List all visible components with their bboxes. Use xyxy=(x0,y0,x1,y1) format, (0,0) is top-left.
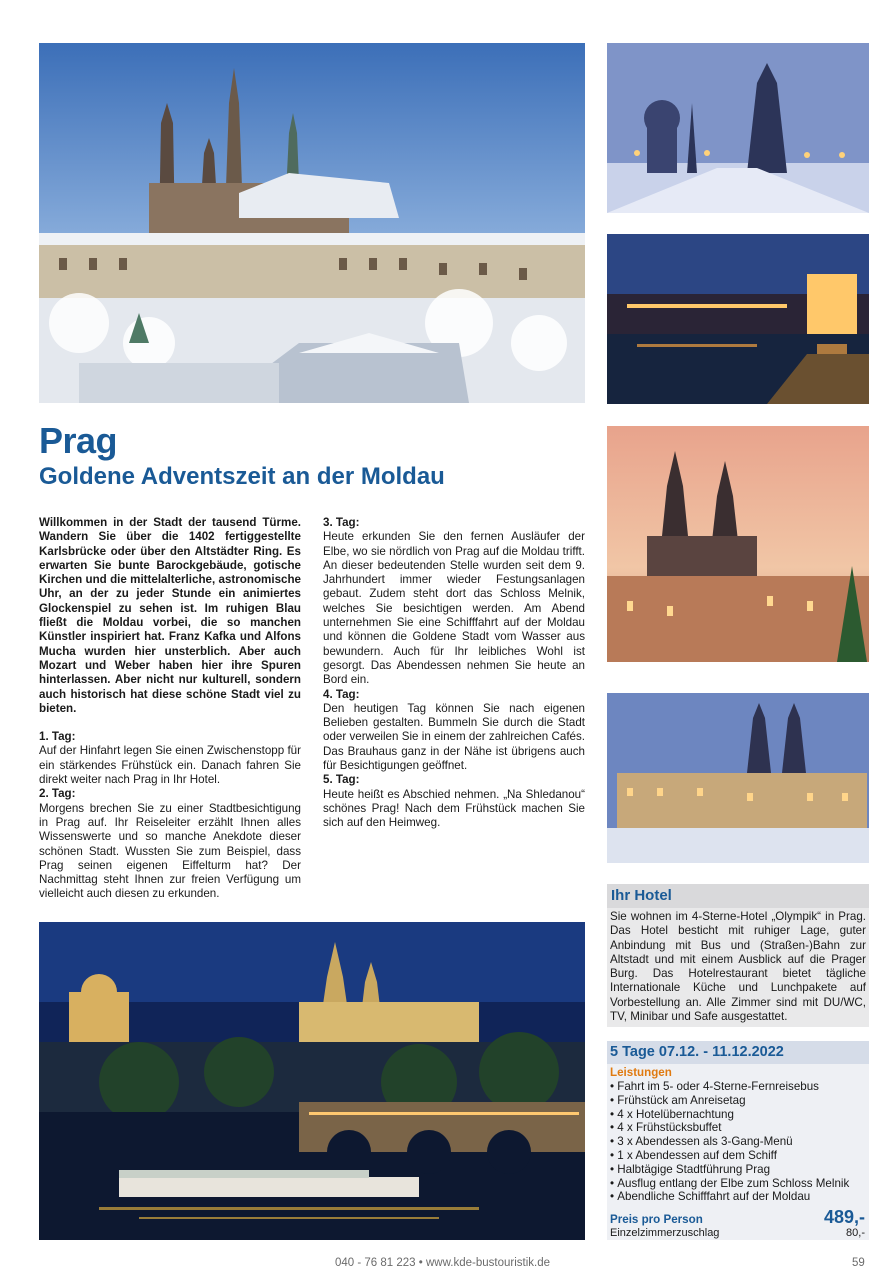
hotel-header xyxy=(607,884,869,908)
page-title: Prag xyxy=(39,420,118,461)
day-5-text: Heute heißt es Abschied nehmen. „Na Shledanou“ schönes Prag! Nach dem Frühstück machen Sie sich auf den Heimweg. xyxy=(323,787,585,830)
day-3-heading: 3. Tag: xyxy=(323,516,360,529)
footer-contact: 040 - 76 81 223 • www.kde-bustouristik.de xyxy=(335,1257,550,1269)
charles-bridge-snow-photo xyxy=(607,43,869,213)
day-5-heading: 5. Tag: xyxy=(323,773,360,787)
leistungen-list xyxy=(610,1080,866,1204)
old-town-square-photo xyxy=(607,693,869,863)
vltava-night-photo xyxy=(607,234,869,404)
day-3-text: Heute erkunden Sie den fernen Ausläufer der Elbe, wo sie nördlich von Prag auf die Moldau trifft. An dieser bedeutenden Stelle wurden seit dem 9. Jahrhundert immer wieder Festungsanlagen gebaut. Zudem steht dort das Schloss Melnik, welches Sie besichtigen werden. Am Abend unternehmen Sie eine Schifffahrt auf der Moldau und können die Goldene Stadt vom Wasser aus bewundern. Auch für Ihr leibliches Wohl ist gesorgt. Das Abendessen nehmen Sie heute an Bord ein. xyxy=(323,530,585,687)
price-value: 489,- xyxy=(823,1207,865,1227)
leistung-item: • Frühstück am Anreisetag xyxy=(610,1094,866,1108)
day-1-text: Auf der Hinfahrt legen Sie einen Zwischenstopp für ein stärkendes Frühstück ein. Danach fahren Sie direkt weiter nach Prag in Ihr Hotel. xyxy=(39,744,301,787)
day-2-text: Morgens brechen Sie zu einer Stadtbesichtigung in Prag auf. Ihr Reiseleiter erzählt Ihnen alles Wissenswerte und so manche Anekdote dieser schönen Stadt. Wussten Sie zum Beispiel, dass Prag seinen eigenen Eiffelturm hat? Der Nachmittag steht Ihnen zur freien Verfügung um vielleicht auch diesen zu erkunden. xyxy=(39,801,301,901)
leistungen-label: Leistungen xyxy=(610,1066,672,1079)
tyn-church-sunset-photo xyxy=(607,426,869,662)
day-4-text: Den heutigen Tag können Sie nach eigenen Belieben gestalten. Bummeln Sie durch die Stadt oder verweilen Sie in einem der zahlreichen Cafés. Das Brauhaus ganz in der Nähe ist übrigens auch für Besichtigungen geöffnet. xyxy=(323,701,585,773)
leistung-item: • Abendliche Schifffahrt auf der Moldau xyxy=(610,1190,866,1204)
day-1-heading: 1. Tag: xyxy=(39,730,76,744)
hotel-info-box xyxy=(607,884,869,1027)
hotel-title: Ihr Hotel xyxy=(611,887,672,904)
page-number: 59 xyxy=(852,1257,865,1269)
prague-castle-night-photo xyxy=(39,922,585,1240)
day-4-heading: 4. Tag: xyxy=(323,687,360,701)
text-column-left xyxy=(39,516,301,902)
leistung-item: • 4 x Hotelübernachtung xyxy=(610,1108,866,1122)
single-room-price: 80,- xyxy=(846,1227,865,1239)
single-room-label: Einzelzimmerzuschlag xyxy=(610,1227,720,1239)
prague-castle-winter-photo xyxy=(39,43,585,403)
leistung-item: • Halbtägige Stadtführung Prag xyxy=(610,1163,866,1177)
text-column-right xyxy=(323,516,585,831)
day-2-heading: 2. Tag: xyxy=(39,787,76,801)
leistung-item: • Ausflug entlang der Elbe zum Schloss Melnik xyxy=(610,1177,866,1191)
leistung-item: • Fahrt im 5- oder 4-Sterne-Fernreisebus xyxy=(610,1080,866,1094)
page-subtitle: Goldene Adventszeit an der Moldau xyxy=(39,463,445,490)
intro-text: Willkommen in der Stadt der tausend Türme. Wandern Sie über die 1402 fertiggestellte Karlsbrücke oder über den Altstädter Ring. Es erwarten Sie bunte Barockgebäude, gotische Kirchen und die mittelalterliche, astronomische Uhr, an der zu jeder Stunde ein animiertes Glockenspiel zu sehen ist. Im ruhigen Blau fließt die Moldau vorbei, die so manchen Künstler inspiriert hat. Franz Kafka und Alfons Mucha wurden hier unsterblich. Aber auch Mozart und Weber haben hier ihre Spuren hinterlassen. Aber nicht nur kulturell, sondern auch historisch hat diese schöne Stadt viel zu bieten. xyxy=(39,516,301,715)
travel-dates: 5 Tage 07.12. - 11.12.2022 xyxy=(610,1044,784,1060)
leistung-item: • 1 x Abendessen auf dem Schiff xyxy=(610,1149,866,1163)
offer-box xyxy=(607,1041,869,1240)
hotel-description: Sie wohnen im 4-Sterne-Hotel „Olympik“ in Prag. Das Hotel besticht mit ruhiger Lage, guter Anbindung mit Bus und (Straßen-)Bahn zur Altstadt und mit einem Ausblick auf die Prager Burg. Das Hotelrestaurant bietet tägliche Internationale Küche und Lunchpakete auf Vorbestellung an. Alle Zimmer sind mit DU/WC, TV, Minibar und Safe ausgestattet. xyxy=(610,910,866,1024)
offer-header xyxy=(607,1041,869,1064)
leistung-item: • 3 x Abendessen als 3-Gang-Menü xyxy=(610,1135,866,1149)
leistung-item: • 4 x Frühstücksbuffet xyxy=(610,1121,866,1135)
price-label: Preis pro Person xyxy=(610,1213,703,1226)
